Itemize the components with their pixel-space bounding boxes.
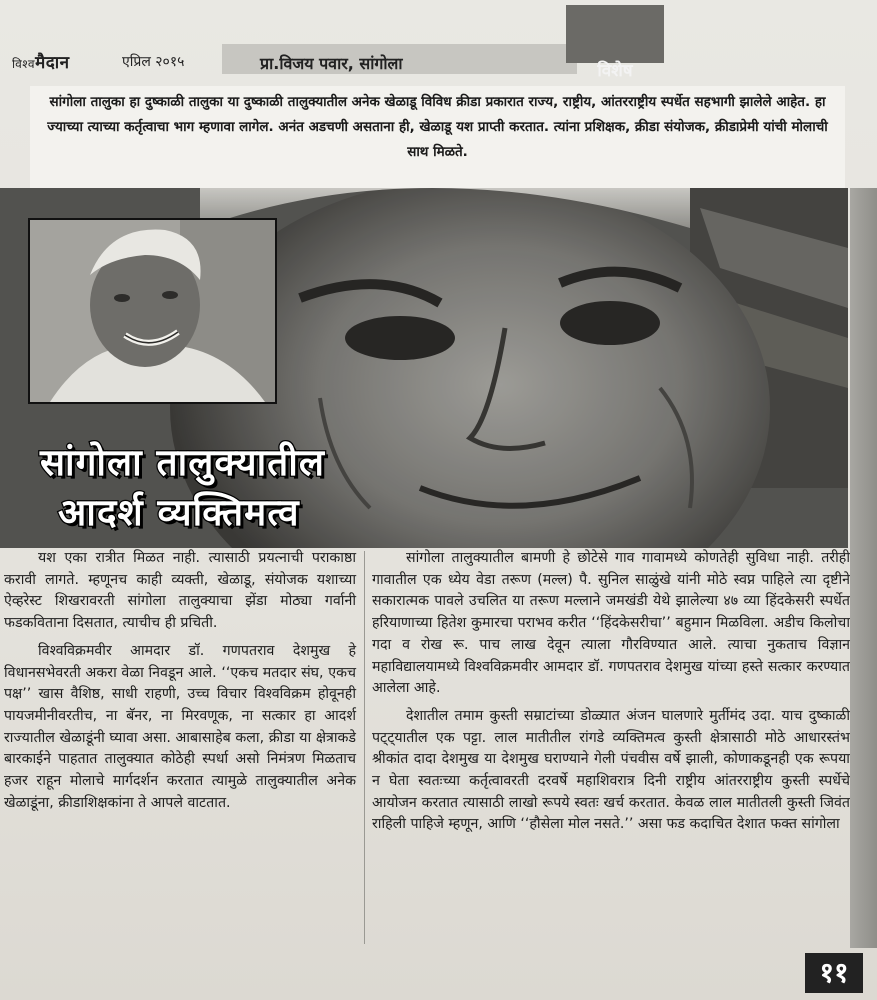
paragraph: देशातील तमाम कुस्ती सम्राटांच्या डोळ्यात अंजन घालणारे मुर्तीमंद उदा. याच दुष्काळी पट्ट्यातील एक पट्टा. लाल मातीतील रांगडे व्यक्तिमत्व कुस्ती क्षेत्रासाठी मोठे आधारस्तंभ श्रीकांत दादा देशमुख या देशमुख घराण्याने गेली पंचवीस वर्षे झाली, कोणाकडूनही एक रूपया न घेता स्वतःच्या कर्तृत्वावरती दरवर्षे महाशिवरात्र दिनी राष्ट्रीय आंतरराष्ट्रीय कुस्ती स्पर्धेचे आयोजन करतात त्यासाठी लाखो रूपये स्वतः खर्च करतात. केवळ लाल मातीतली कुस्ती जिवंत राहिली पाहिजे म्हणून, आणि ‘‘हौसेला मोल नसते.’’ असा फड कदाचित देशात फक्त सांगोला <box>372 707 850 833</box>
column-divider <box>364 551 365 944</box>
author-name: प्रा.विजय पवार, सांगोला <box>260 54 403 73</box>
brand-main: मैदान <box>35 53 70 73</box>
headline-line-1: सांगोला तालुक्यातील <box>40 441 325 484</box>
inset-portrait <box>28 218 277 404</box>
magazine-logo <box>12 50 70 73</box>
article-headline <box>40 438 325 538</box>
paragraph: यश एका रात्रीत मिळत नाही. त्यासाठी प्रयत्नाची पराकाष्ठा करावी लागते. म्हणूनच काही व्यक्ती, खेळाडू, संयोजक यशाच्या ऐव्हरेस्ट शिखरावरती सांगोला तालुक्याचा झेंडा मोठ्या गर्वानी फडकविताना दिसतात, त्याचीच ही प्रचिती. <box>4 550 356 632</box>
portrait-illustration <box>30 220 275 402</box>
page-edge-shadow <box>850 188 877 948</box>
section-label: विशेष <box>597 61 633 81</box>
intro-text: सांगोला तालुका हा दुष्काळी तालुका या दुष्काळी तालुक्यातील अनेक खेळाडू विविध क्रीडा प्रकारात राज्य, राष्ट्रीय, आंतरराष्ट्रीय स्पर्धेत सहभागी झालेले आहेत. हा ज्याच्या त्याच्या कर्तृत्वाचा भाग म्हणावा लागेल. अनंत अडचणी असताना ही, खेळाडू यश प्राप्ती करतात. त्यांना प्रशिक्षक, क्रीडा संयोजक, क्रीडाप्रेमी यांची मोलाची साथ मिळते. <box>47 94 828 160</box>
intro-box <box>30 86 845 189</box>
paragraph: सांगोला तालुक्यातील बामणी हे छोटेसे गाव गावामध्ये कोणतेही सुविधा नाही. तरीही गावातील एक ध्येय वेडा तरूण (मल्ल) पै. सुनिल साळुंखे यांनी मोठे स्वप्न पाहिले त्या दृष्टीने सकारात्मक पावले उचलित या तरूण मल्लाने जमखंडी येथे झालेल्या ४७ व्या हिंदकेसरी स्पर्धेत हरियाणाच्या हितेश कुमारचा पराभव करीत ‘‘हिंदकेसरीचा’’ बहुमान मिळविला. अडीच किलोचा गदा व रोख रू. पाच लाख देवून त्याला गौरविण्यात आले. त्याचा नुकताच विज्ञान महाविद्यालयामध्ये विश्वविक्रमवीर आमदार डॉ. गणपतराव देशमुख यांच्या हस्ते सत्कार करण्यात आलेला आहे. <box>372 550 850 697</box>
paragraph: विश्वविक्रमवीर आमदार डॉ. गणपतराव देशमुख हे विधानसभेवरती अकरा वेळा निवडून आले. ‘‘एकच मतदार संघ, एकच पक्ष’’ खास वैशिष्ठ, साधी राहणी, उच्च विचार विश्वविक्रम होवूनही पायजमीनीवरतीच, ना बॅनर, ना मिरवणूक, ना सत्कार हा आदर्श राज्यातील खेळाडूंनी घ्यावा असा. आबासाहेब कला, क्रीडा या क्षेत्राकडे बारकाईने पाहतात तालुक्यात कोठेही स्पर्धा असो निमंत्रण मिळताच हजर राहून मोलाचे मार्गदर्शन करतात त्यामुळे तालुक्यातील अनेक खेळाडूंना, क्रीडाशिक्षकांना ते आपले वाटतात. <box>4 642 356 811</box>
page-header <box>0 40 877 76</box>
page-number: ११ <box>805 953 863 993</box>
article-column-1 <box>4 548 356 814</box>
headline-line-2: आदर्श व्यक्तिमत्व <box>58 491 300 534</box>
article-column-2 <box>372 548 850 836</box>
brand-prefix: विश्व <box>12 57 36 71</box>
issue-date: एप्रिल २०१५ <box>122 54 185 70</box>
section-tab <box>566 5 664 81</box>
